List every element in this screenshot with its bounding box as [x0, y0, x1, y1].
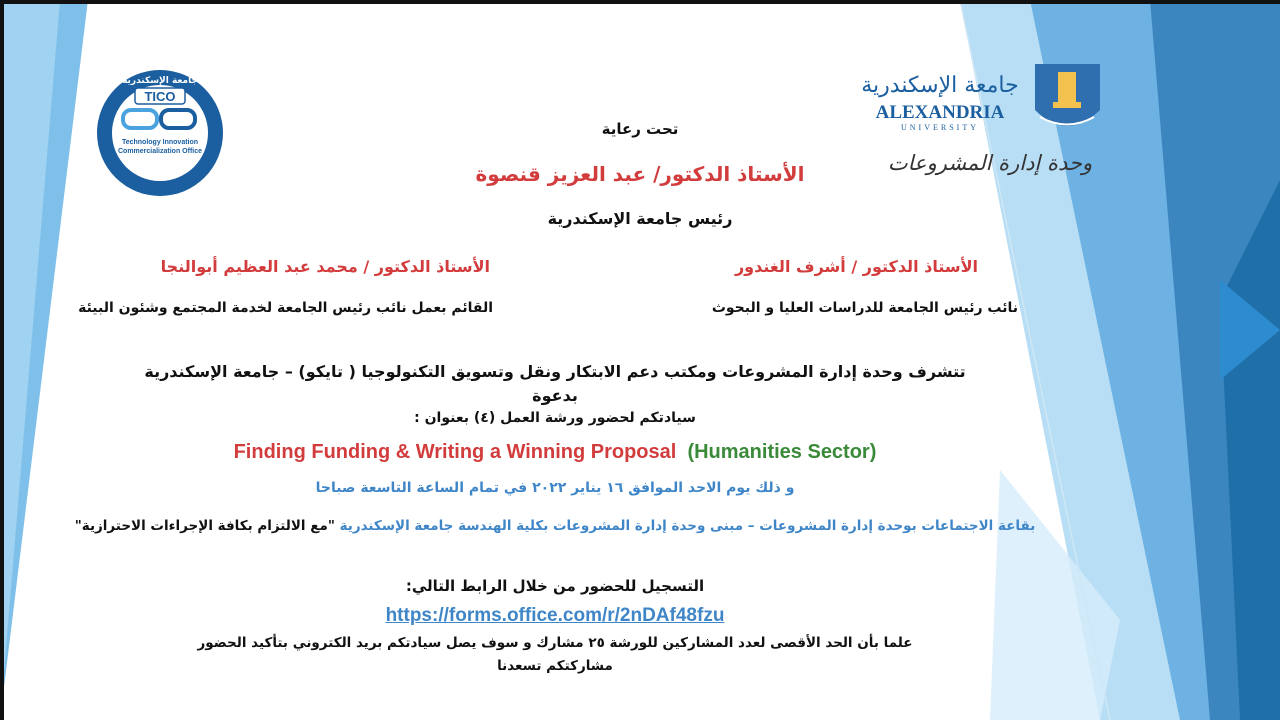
alex-english-university: UNIVERSITY	[901, 123, 979, 132]
venue-text: بقاعة الاجتماعات بوحدة إدارة المشروعات – مبنى وحدة إدارة المشروعات بكلية الهندسة جامعة الإسكندرية	[334, 518, 1036, 534]
vp1-title: نائب رئيس الجامعة للدراسات العليا و البحوث	[711, 300, 1018, 316]
tico-abbr: TICO	[144, 89, 176, 104]
president-name: الأستاذ الدكتور/ عبد العزيز قنصوة	[475, 162, 805, 186]
tico-line1: Technology Innovation	[121, 139, 199, 146]
participants-note: علما بأن الحد الأقصى لعدد المشاركين للورشة ٢٥ مشارك و سوف يصل سيادتكم بريد الكتروني بتأكيد الحضور	[197, 635, 913, 651]
workshop-title-line	[0, 441, 1110, 464]
invitation-line-3: سيادتكم لحضور ورشة العمل (٤) بعنوان :	[414, 410, 696, 426]
tico-ring-arabic: جامعة الإسكندرية	[122, 76, 198, 86]
closing-note: مشاركتكم تسعدنا	[497, 658, 613, 674]
vp2-name: الأستاذ الدكتور / محمد عبد العظيم أبوالنجا	[160, 257, 490, 276]
vp2-title: القائم بعمل نائب رئيس الجامعة لخدمة المجتمع وشئون البيئة	[78, 300, 493, 316]
president-title: رئيس جامعة الإسكندرية	[547, 209, 733, 228]
date-line: و ذلك يوم الاحد الموافق ١٦ يناير ٢٠٢٢ في تمام الساعة التاسعة صباحا	[315, 480, 795, 496]
registration-link[interactable]: https://forms.office.com/r/2nDAf48fzu	[385, 605, 725, 626]
precaution-text: "مع الالتزام بكافة الإجراءات الاحترازية"	[74, 518, 335, 534]
alex-english-name: ALEXANDRIA	[875, 102, 1005, 123]
top-border	[0, 0, 1280, 4]
registration-label: التسجيل للحضور من خلال الرابط التالي:	[405, 577, 705, 595]
pmu-arabic-name: وحدة إدارة المشروعات	[887, 151, 1093, 175]
invitation-line-2: بدعوة	[532, 386, 578, 405]
invitation-line-1: تتشرف وحدة إدارة المشروعات ومكتب دعم الابتكار ونقل وتسويق التكنولوجيا ( تايكو) – جامعة الإسكندرية	[144, 362, 966, 381]
vp1-name: الأستاذ الدكتور / أشرف الغندور	[734, 257, 978, 276]
workshop-title: Finding Funding & Writing a Winning Proposal	[233, 441, 677, 463]
workshop-sector: (Humanities Sector)	[687, 441, 877, 463]
venue-line	[0, 518, 1110, 534]
tico-line2: Commercialization Office	[117, 148, 203, 155]
under-patronage-label: تحت رعاية	[601, 120, 679, 138]
lighthouse-shield-icon	[1035, 64, 1100, 126]
alex-arabic-name: جامعة الإسكندرية	[861, 73, 1019, 98]
